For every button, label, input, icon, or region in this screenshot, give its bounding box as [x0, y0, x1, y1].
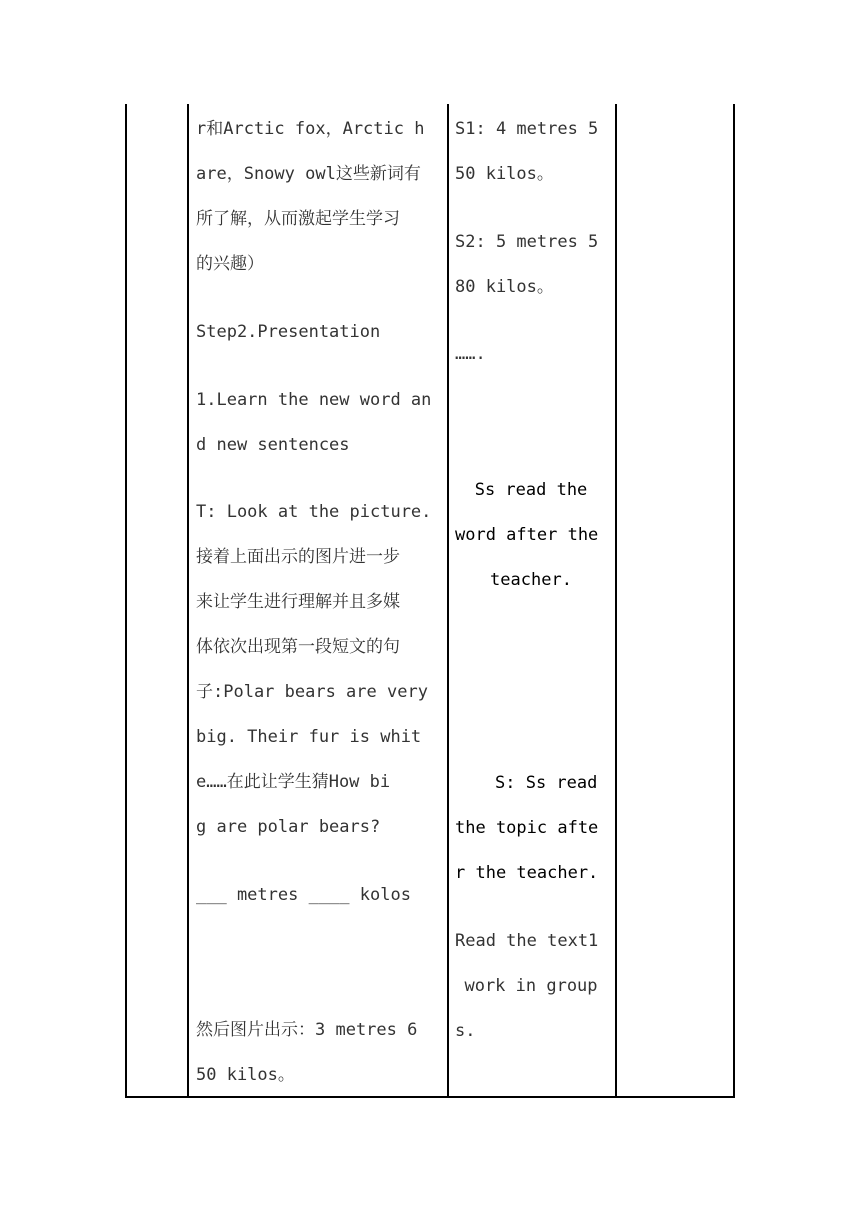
col3-line: the topic afte [455, 818, 599, 838]
col2-line: 1.Learn the new word an [196, 390, 432, 410]
col2-line: ___ metres ____ kolos [196, 885, 411, 905]
col3-line: S: Ss read [495, 773, 598, 793]
col3-line: s. [455, 1021, 476, 1041]
col2-line: 子:Polar bears are very [196, 682, 428, 702]
col2-line: 50 kilos。 [196, 1065, 295, 1085]
col3-line: Read the text1 [455, 931, 599, 951]
col3-line: work in group [464, 976, 598, 996]
col2-line: d new sentences [196, 435, 350, 455]
col2-line: Step2.Presentation [196, 322, 381, 342]
col2-line: r和Arctic fox，Arctic h [196, 119, 425, 139]
col3-line: S2: 5 metres 5 [455, 232, 599, 252]
col3-line: ……. [455, 344, 486, 364]
col2-line: g are polar bears? [196, 817, 381, 837]
col2-line: 所了解，从而激起学生学习 [196, 209, 400, 229]
col3-line: S1: 4 metres 5 [455, 119, 599, 139]
table-border-right [733, 104, 735, 1098]
table-border-left [125, 104, 127, 1098]
col3-line: 80 kilos。 [455, 277, 554, 297]
col2-line: 然后图片出示：3 metres 6 [196, 1020, 418, 1040]
col3-line: word after the [455, 525, 599, 545]
col2-line: 来让学生进行理解并且多媒 [196, 592, 400, 612]
col2-line: T: Look at the picture. [196, 502, 432, 522]
col3-line: teacher. [490, 570, 572, 590]
col2-line: 接着上面出示的图片进一步 [196, 547, 400, 567]
col3-line: r the teacher. [455, 863, 599, 883]
col3-line: Ss read the [474, 480, 588, 500]
col2-line: e……在此让学生猜How bi [196, 772, 391, 792]
column-divider-3 [615, 104, 617, 1098]
col2-line: 体依次出现第一段短文的句 [196, 637, 400, 657]
table-border-bottom [125, 1096, 735, 1098]
col2-line: 的兴趣） [196, 254, 264, 274]
col2-line: are，Snowy owl这些新词有 [196, 164, 421, 184]
column-divider-2 [447, 104, 449, 1098]
col3-line: 50 kilos。 [455, 164, 554, 184]
col2-line: big. Their fur is whit [196, 727, 422, 747]
column-divider-1 [187, 104, 189, 1098]
